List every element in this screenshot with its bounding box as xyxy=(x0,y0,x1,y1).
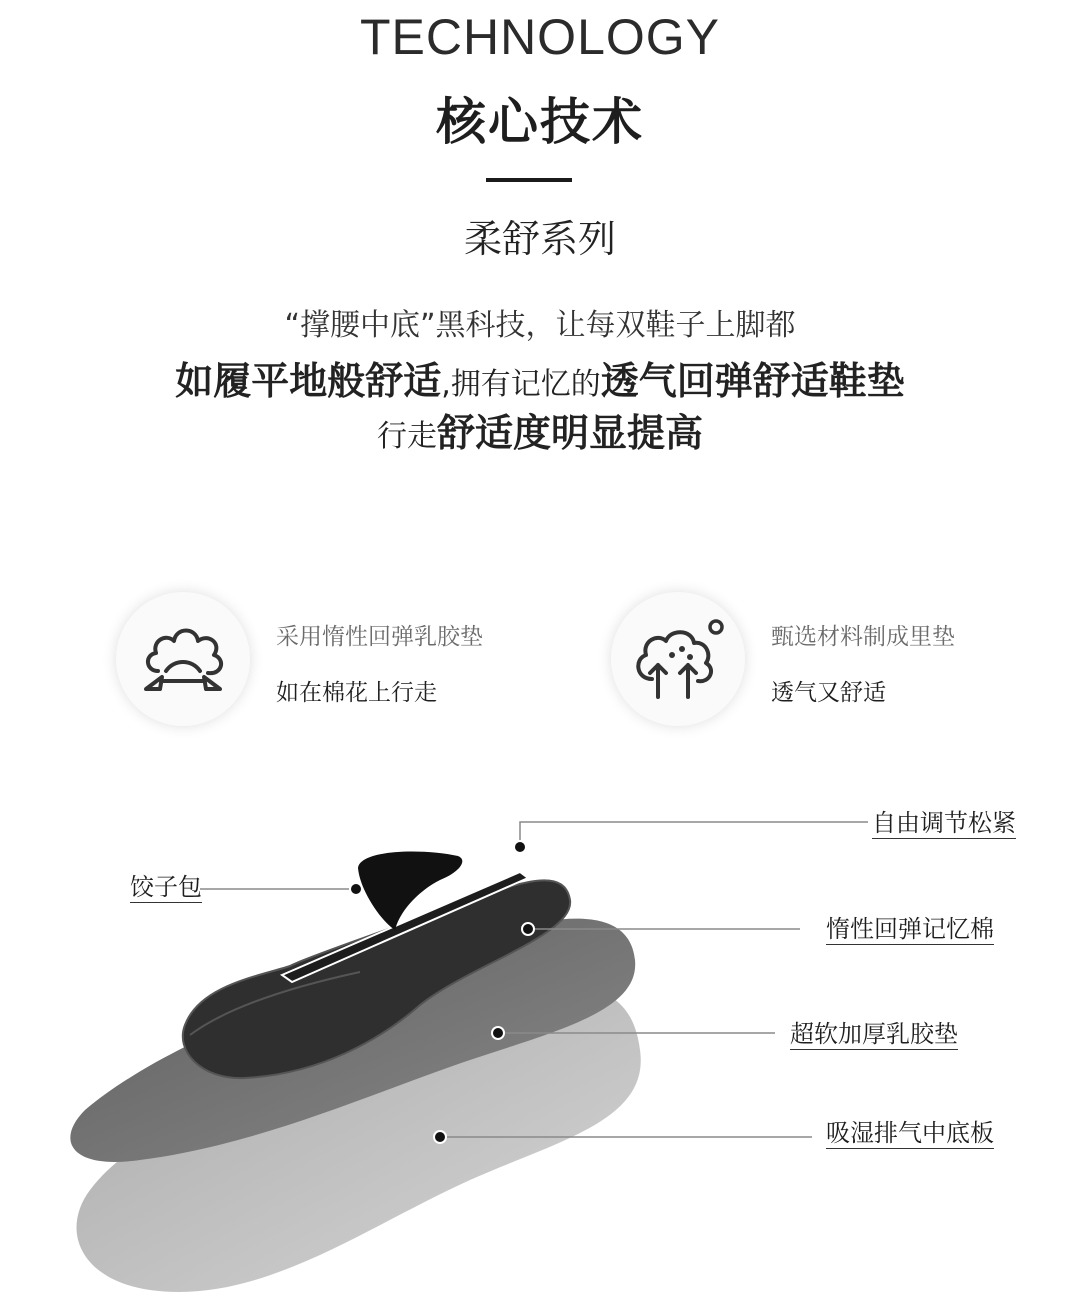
intro-highlight-comfort: 如履平地般舒适 xyxy=(175,359,442,403)
title-divider xyxy=(486,178,572,182)
callout-latex-pad: 超软加厚乳胶垫 xyxy=(790,1021,958,1050)
cotton-icon xyxy=(138,619,228,699)
callout-memory-foam: 惰性回弹记忆棉 xyxy=(826,916,994,945)
feature-lining-benefit: 透气又舒适 xyxy=(771,680,886,706)
breathable-trees-icon xyxy=(630,617,726,701)
feature-latex-pad xyxy=(116,592,536,727)
callout-midsole-board: 吸湿排气中底板 xyxy=(826,1120,994,1149)
feature-latex-desc: 采用惰性回弹乳胶垫 xyxy=(276,624,483,650)
intro-highlight-improve: 舒适度明显提高 xyxy=(436,411,703,455)
intro-line-3 xyxy=(0,402,1080,457)
feature-lining-desc: 甄选材料制成里垫 xyxy=(771,624,955,650)
intro-text-walk: 行走 xyxy=(376,419,437,454)
section-eyebrow: TECHNOLOGY xyxy=(359,9,721,65)
feature-icon-circle xyxy=(611,592,745,726)
intro-highlight-insole: 透气回弹舒适鞋垫 xyxy=(600,359,905,403)
feature-lining xyxy=(611,592,1031,727)
intro-line-2 xyxy=(0,350,1080,405)
callout-dumpling-bag: 饺子包 xyxy=(130,874,202,903)
feature-icon-circle xyxy=(116,592,250,726)
intro-line-1: “撑腰中底”黑科技，让每双鞋子上脚都 xyxy=(284,308,796,343)
series-name: 柔舒系列 xyxy=(463,217,616,261)
section-title: 核心技术 xyxy=(436,93,644,151)
feature-latex-benefit: 如在棉花上行走 xyxy=(276,680,437,706)
callout-adjustable-tightness: 自由调节松紧 xyxy=(872,810,1016,839)
intro-text-memory: ,拥有记忆的 xyxy=(441,367,601,402)
